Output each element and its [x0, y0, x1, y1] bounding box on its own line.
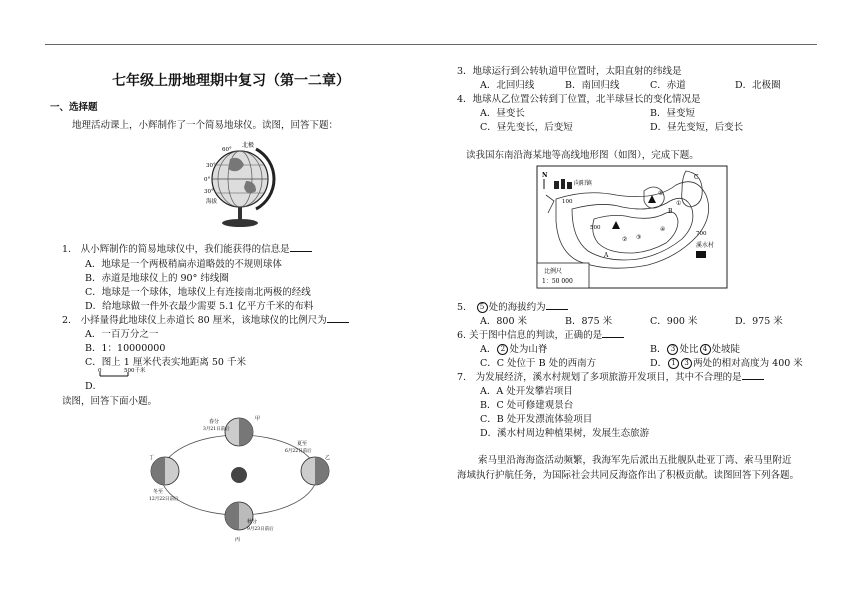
circled-number-5: 5	[477, 302, 488, 313]
village-icon	[696, 251, 706, 258]
map-point-1: ①	[676, 200, 682, 207]
q5-option-c[interactable]: C．900 米	[650, 316, 698, 327]
q4-option-b[interactable]: B．昼变短	[650, 108, 695, 119]
intro-globe: 地理活动课上，小辉制作了一个简易地球仪。读图，回答下题：	[72, 120, 339, 131]
globe-base-label: 海拔	[206, 199, 218, 205]
q5-option-d[interactable]: D．975 米	[735, 316, 783, 327]
map-point-5: ⑤	[658, 190, 664, 197]
scale-zero: 0	[98, 368, 102, 374]
orbit-summer-label: 夏至	[297, 441, 308, 447]
circled-number-2: 2	[497, 344, 508, 355]
q7-option-c[interactable]: C．B 处开发漂流体验项目	[480, 414, 593, 425]
map-point-c: C	[694, 174, 699, 181]
map-point-b: B	[668, 208, 673, 215]
orbit-autumn-date: 9月23日前后	[247, 527, 274, 532]
globe-lat30s-label: 30°	[204, 189, 214, 195]
section-heading: 一、选择题	[50, 102, 98, 113]
map-village: 溪水村	[696, 242, 715, 249]
map-point-3: ③	[636, 234, 642, 241]
q3-option-d[interactable]: D．北极圈	[735, 80, 781, 91]
q6-stem: 6. 关于图中信息的判读，正确的是	[457, 327, 624, 341]
q4-option-d[interactable]: D．昼先变短，后变长	[650, 122, 744, 133]
map-contour-700: 700	[696, 231, 707, 237]
q3-stem: 3．地球运行到公转轨道甲位置时，太阳直射的纬线是	[457, 66, 682, 77]
intro-orbit: 读图，回答下面小题。	[62, 396, 158, 407]
globe-lat30-label: 30°	[206, 163, 216, 169]
map-point-a: A	[604, 252, 609, 259]
circled-number-3: 3	[667, 344, 678, 355]
orbit-autumn-label: 秋分	[247, 519, 258, 525]
q6-option-d[interactable]: D． 1 3 两处的相对高度为 400 米	[650, 358, 803, 369]
sun-icon	[231, 467, 247, 483]
globe-north-label: 北极	[242, 142, 255, 149]
q1-option-c[interactable]: C．地球是一个球体，地球仪上有连接南北两极的经线	[85, 287, 311, 298]
map-contour-100: 100	[562, 199, 573, 205]
scale-500: 500千米	[124, 368, 146, 374]
orbit-winter-date: 12月22日前后	[149, 497, 179, 502]
q5-option-a[interactable]: A．800 米	[480, 316, 528, 327]
globe-equator-label: 0°	[204, 177, 211, 183]
circled-number-3b: 3	[681, 358, 692, 369]
orbit-figure	[147, 411, 332, 543]
map-scale-value: 1：50 000	[542, 278, 573, 285]
q6-option-c[interactable]: C．C 处位于 B 处的西南方	[480, 358, 597, 369]
q4-stem: 4．地球从乙位置公转到丁位置，北半球昼长的变化情况是	[457, 94, 701, 105]
q1-option-a[interactable]: A．地球是一个两极稍扁赤道略鼓的不规则球体	[85, 259, 282, 270]
q5-option-b[interactable]: B．875 米	[565, 316, 613, 327]
q6-option-b[interactable]: B． 3 处比 4 处坡陡	[650, 344, 741, 355]
globe-lat60-label: 60°	[222, 147, 232, 153]
q6-option-a[interactable]: A． 2 处为山脊	[480, 344, 548, 355]
q2-scale-bar	[98, 366, 158, 382]
header-rule	[45, 44, 817, 45]
q2-option-a[interactable]: A．一百万分之一	[85, 329, 159, 340]
closing-paragraph-line2: 海域执行护航任务，为国际社会共同反海盗作出了积极贡献。读图回答下列各题。	[457, 470, 800, 481]
map-point-2: ②	[622, 236, 628, 243]
q7-stem: 7. 为发展经济，溪水村规划了多项旅游开发项目，其中不合理的是	[457, 369, 764, 383]
map-north: N	[542, 172, 548, 179]
q1-stem: 1. 从小辉制作的简易地球仪中，我们能获得的信息是	[62, 241, 312, 255]
orbit-pos-c: 丙	[235, 537, 241, 543]
orbit-pos-b: 乙	[325, 455, 331, 461]
intro-contour: 读我国东南沿海某地等高线地形图（如图），完成下题。	[466, 150, 699, 161]
q2-stem: 2. 小择量得此地球仪上赤道长 80 厘米，该地球仪的比例尺为	[62, 312, 349, 326]
contour-map	[536, 165, 728, 289]
orbit-pos-d: 丁	[149, 455, 155, 461]
orbit-spring-date: 3月21日前后	[203, 427, 230, 432]
globe-figure	[200, 137, 280, 229]
orbit-summer-date: 6月22日前后	[285, 449, 312, 454]
q1-option-b[interactable]: B．赤道是地球仪上的 90° 纬线圈	[85, 273, 229, 284]
closing-paragraph-line1: 索马里沿海海盗活动频繁，我海军先后派出五批舰队赴亚丁湾、索马里附近	[478, 455, 792, 466]
q2-option-c[interactable]: C．图上 1 厘米代表实地距离 50 千米	[85, 357, 246, 368]
page-title: 七年级上册地理期中复习（第一二章）	[112, 73, 350, 89]
q3-option-c[interactable]: C．赤道	[650, 80, 686, 91]
q7-option-a[interactable]: A．A 处开发攀岩项目	[480, 386, 573, 397]
orbit-pos-a: 甲	[255, 416, 261, 422]
q7-option-d[interactable]: D．溪水村周边种植果树，发展生态旅游	[480, 428, 650, 439]
q3-option-b[interactable]: B．南回归线	[565, 80, 620, 91]
map-contour-500: 500	[590, 225, 601, 231]
map-scale-title: 比例尺	[544, 268, 563, 275]
orbit-winter-label: 冬至	[153, 489, 164, 495]
q2-option-b[interactable]: B．1：10000000	[85, 343, 166, 354]
q3-option-a[interactable]: A．北回归线	[480, 80, 535, 91]
q1-option-d[interactable]: D．给地球做一件外衣最少需要 5.1 亿平方千米的布料	[85, 301, 314, 312]
circled-number-4: 4	[700, 344, 711, 355]
q7-option-b[interactable]: B．C 处可修建观景台	[480, 400, 574, 411]
map-point-4: ④	[660, 226, 666, 233]
orbit-spring-label: 春分	[209, 419, 220, 425]
map-town: 向阳镇	[574, 180, 593, 187]
q4-option-a[interactable]: A．昼变长	[480, 108, 525, 119]
q5-stem: 5. 5 处的海拔约为	[457, 299, 568, 313]
q4-option-c[interactable]: C．昼先变长，后变短	[480, 122, 573, 133]
q2-option-d[interactable]: D．	[85, 381, 103, 392]
circled-number-1: 1	[668, 358, 679, 369]
